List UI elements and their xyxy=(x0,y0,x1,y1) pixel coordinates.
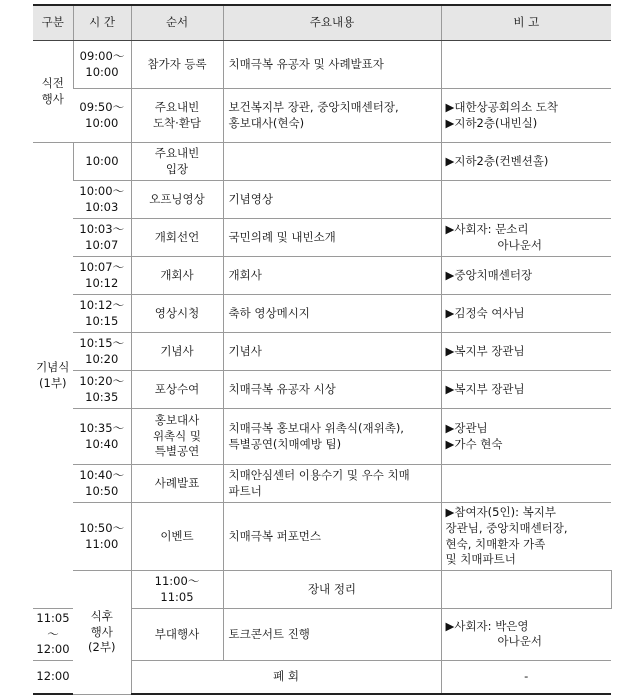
header-content: 주요내용 xyxy=(223,5,441,41)
table-row xyxy=(33,409,611,465)
time-end: 10:12 xyxy=(85,275,119,290)
group-label-line: 식전 xyxy=(41,75,64,90)
order-text: 도착·환담 xyxy=(152,115,202,130)
content-text: 치매극복 유공자 및 사례발표자 xyxy=(228,56,384,71)
content-text: 보건복지부 장관, 중앙치매센터장, xyxy=(228,99,399,114)
order-cell xyxy=(131,41,223,89)
table-row xyxy=(33,333,611,371)
table-row xyxy=(33,41,611,89)
content-cell xyxy=(223,41,441,89)
content-text: 치매극복 퍼포먼스 xyxy=(228,528,322,543)
table-row xyxy=(33,143,611,181)
content-cell xyxy=(223,409,441,465)
time-start: 10:07～ xyxy=(79,259,125,274)
time-end: 10:20 xyxy=(85,351,119,366)
header-notes: 비 고 xyxy=(441,5,611,41)
time-end: 10:35 xyxy=(85,389,119,404)
time-start: 10:40～ xyxy=(79,467,125,482)
content-cell xyxy=(223,295,441,333)
group-label-line: (1부) xyxy=(39,375,67,390)
order-text: 특별공연 xyxy=(154,444,200,459)
note-text: ▶지하2층(내빈실) xyxy=(445,115,538,130)
table-row xyxy=(33,181,611,219)
order-cell xyxy=(131,371,223,409)
time-cell xyxy=(73,89,131,143)
group-label-line: 행사 xyxy=(90,624,113,639)
content-text: 특별공연(치매예방 팀) xyxy=(228,436,342,451)
note-text: ▶사회자: 문소리 xyxy=(445,221,529,236)
order-text: 입장 xyxy=(165,161,189,176)
order-text: 위촉식 및 xyxy=(152,428,202,443)
time-start: 12:00 xyxy=(36,669,70,684)
notes-cell xyxy=(441,143,611,181)
table-row xyxy=(33,257,611,295)
content-text: 기념사 xyxy=(228,343,262,358)
time-start: 09:00～ xyxy=(79,48,125,63)
time-cell xyxy=(73,371,131,409)
note-text: 현숙, 치매환자 가족 xyxy=(445,536,546,551)
content-text: 치매극복 홍보대사 위촉식(재위촉), xyxy=(228,420,404,435)
content-text: 홍보대사(현숙) xyxy=(228,115,305,130)
table-row xyxy=(33,89,611,143)
time-cell xyxy=(73,41,131,89)
content-text: 치매안심센터 이용수기 및 우수 치매 xyxy=(228,467,410,482)
time-cell xyxy=(131,571,223,609)
order-text: 참가자 등록 xyxy=(147,56,207,71)
content-cell xyxy=(223,89,441,143)
content-cell xyxy=(223,609,441,661)
order-cell xyxy=(131,409,223,465)
group-label-line: (2부) xyxy=(88,640,116,655)
order-text: 홍보대사 xyxy=(154,413,200,428)
time-start: 10:15～ xyxy=(79,335,125,350)
time-start: 10:00～ xyxy=(79,183,125,198)
time-end: 10:50 xyxy=(85,483,119,498)
order-text: 사례발표 xyxy=(154,475,200,490)
order-text: 장내 정리 xyxy=(307,581,357,596)
closing-cell xyxy=(131,660,441,694)
table-row xyxy=(33,503,611,571)
notes-cell xyxy=(441,660,611,694)
table-row xyxy=(33,465,611,503)
content-cell xyxy=(223,371,441,409)
time-cell xyxy=(73,465,131,503)
note-text: ▶복지부 장관님 xyxy=(445,381,525,396)
order-text: 기념사 xyxy=(160,343,194,358)
time-start: 10:12～ xyxy=(79,297,125,312)
content-cell xyxy=(223,143,441,181)
order-cell xyxy=(131,609,223,661)
content-cell xyxy=(223,465,441,503)
note-text: ▶대한상공회의소 도착 xyxy=(445,99,558,114)
group-label-line: 식후 xyxy=(90,609,113,623)
table-row xyxy=(33,571,611,609)
schedule-table xyxy=(33,4,611,695)
note-text: ▶참여자(5인): 복지부 xyxy=(445,505,556,520)
note-text: ▶김정숙 여사님 xyxy=(445,305,525,320)
time-end: 10:00 xyxy=(85,64,119,79)
order-cell xyxy=(223,571,441,609)
group-cell-ceremony xyxy=(33,143,73,609)
notes-cell xyxy=(441,465,611,503)
content-cell xyxy=(223,503,441,571)
header-category: 구분 xyxy=(33,5,73,41)
time-cell xyxy=(73,503,131,571)
content-cell xyxy=(223,257,441,295)
note-text: ▶복지부 장관님 xyxy=(445,343,525,358)
note-text: - xyxy=(524,669,529,684)
time-cell xyxy=(73,181,131,219)
time-cell xyxy=(33,660,73,694)
order-cell xyxy=(131,333,223,371)
time-cell xyxy=(33,609,73,661)
order-cell xyxy=(131,89,223,143)
table-row xyxy=(33,295,611,333)
order-text: 영상시청 xyxy=(154,305,200,320)
time-start: 09:50～ xyxy=(79,99,125,114)
time-end: 10:15 xyxy=(85,313,119,328)
notes-cell xyxy=(441,371,611,409)
notes-cell xyxy=(441,503,611,571)
notes-cell xyxy=(441,409,611,465)
note-text: 장관님, 중앙치매센터장, xyxy=(445,520,568,535)
time-end: 10:03 xyxy=(85,199,119,214)
time-start: 10:03～ xyxy=(79,221,125,236)
note-text: 아나운서 xyxy=(497,237,542,252)
order-text: 오프닝영상 xyxy=(149,191,205,206)
order-cell xyxy=(131,181,223,219)
time-cell xyxy=(73,143,131,181)
order-cell xyxy=(131,295,223,333)
order-text: 부대행사 xyxy=(154,626,200,641)
order-cell xyxy=(131,219,223,257)
table-row xyxy=(33,371,611,409)
time-cell xyxy=(73,333,131,371)
time-end: 11:05 xyxy=(160,589,194,604)
order-text: 포상수여 xyxy=(154,381,200,396)
time-cell xyxy=(73,409,131,465)
time-start: 11:05～ xyxy=(36,611,70,641)
note-text: 아나운서 xyxy=(497,634,542,649)
order-text: 개회사 xyxy=(160,267,194,282)
content-cell xyxy=(223,219,441,257)
content-text: 치매극복 유공자 시상 xyxy=(228,381,336,396)
closing-text: 폐 회 xyxy=(273,669,299,684)
content-text: 축하 영상메시지 xyxy=(228,305,310,320)
time-cell xyxy=(73,295,131,333)
notes-cell xyxy=(441,333,611,371)
content-text: 개회사 xyxy=(228,267,262,282)
group-cell-post-event xyxy=(73,571,131,695)
time-end: 10:07 xyxy=(85,237,119,252)
time-start: 10:35～ xyxy=(79,420,125,435)
time-start: 10:50～ xyxy=(79,520,125,535)
notes-cell xyxy=(441,181,611,219)
note-text: ▶장관님 xyxy=(445,420,488,435)
time-start: 11:00～ xyxy=(154,573,200,588)
time-cell xyxy=(73,257,131,295)
group-label-line: 기념식 xyxy=(36,359,70,374)
order-text: 주요내빈 xyxy=(154,145,200,160)
header-row xyxy=(33,5,611,41)
order-cell xyxy=(131,503,223,571)
notes-cell xyxy=(441,295,611,333)
schedule-table-container xyxy=(33,4,611,695)
order-cell xyxy=(131,257,223,295)
note-text: ▶가수 현숙 xyxy=(445,436,503,451)
time-start: 10:20～ xyxy=(79,373,125,388)
header-order: 순서 xyxy=(131,5,223,41)
notes-cell xyxy=(441,89,611,143)
content-cell xyxy=(223,181,441,219)
note-text: ▶중앙치매센터장 xyxy=(445,267,533,282)
order-text: 개회선언 xyxy=(154,229,200,244)
notes-cell xyxy=(441,257,611,295)
group-cell-pre-event xyxy=(33,41,73,143)
order-cell xyxy=(131,143,223,181)
order-text: 이벤트 xyxy=(160,528,194,543)
note-text: ▶지하2층(컨벤션홀) xyxy=(445,153,549,168)
notes-cell xyxy=(441,219,611,257)
order-cell xyxy=(131,465,223,503)
table-row xyxy=(33,219,611,257)
time-end: 12:00 xyxy=(36,642,70,657)
content-cell xyxy=(441,571,611,609)
time-cell xyxy=(73,219,131,257)
content-cell xyxy=(223,333,441,371)
content-text: 국민의례 및 내빈소개 xyxy=(228,229,336,244)
notes-cell xyxy=(441,41,611,89)
header-time: 시 간 xyxy=(73,5,131,41)
time-start: 10:00 xyxy=(85,153,119,168)
group-label-line: 행사 xyxy=(41,91,64,106)
note-text: ▶사회자: 박은영 xyxy=(445,618,529,633)
order-text: 주요내빈 xyxy=(154,99,200,114)
time-end: 10:40 xyxy=(85,436,119,451)
content-text: 파트너 xyxy=(228,483,262,498)
time-end: 11:00 xyxy=(85,536,119,551)
notes-cell xyxy=(441,609,611,661)
content-text: 토크콘서트 진행 xyxy=(228,626,310,641)
content-text: 기념영상 xyxy=(228,191,273,206)
time-end: 10:00 xyxy=(85,115,119,130)
note-text: 및 치매파트너 xyxy=(445,552,516,567)
